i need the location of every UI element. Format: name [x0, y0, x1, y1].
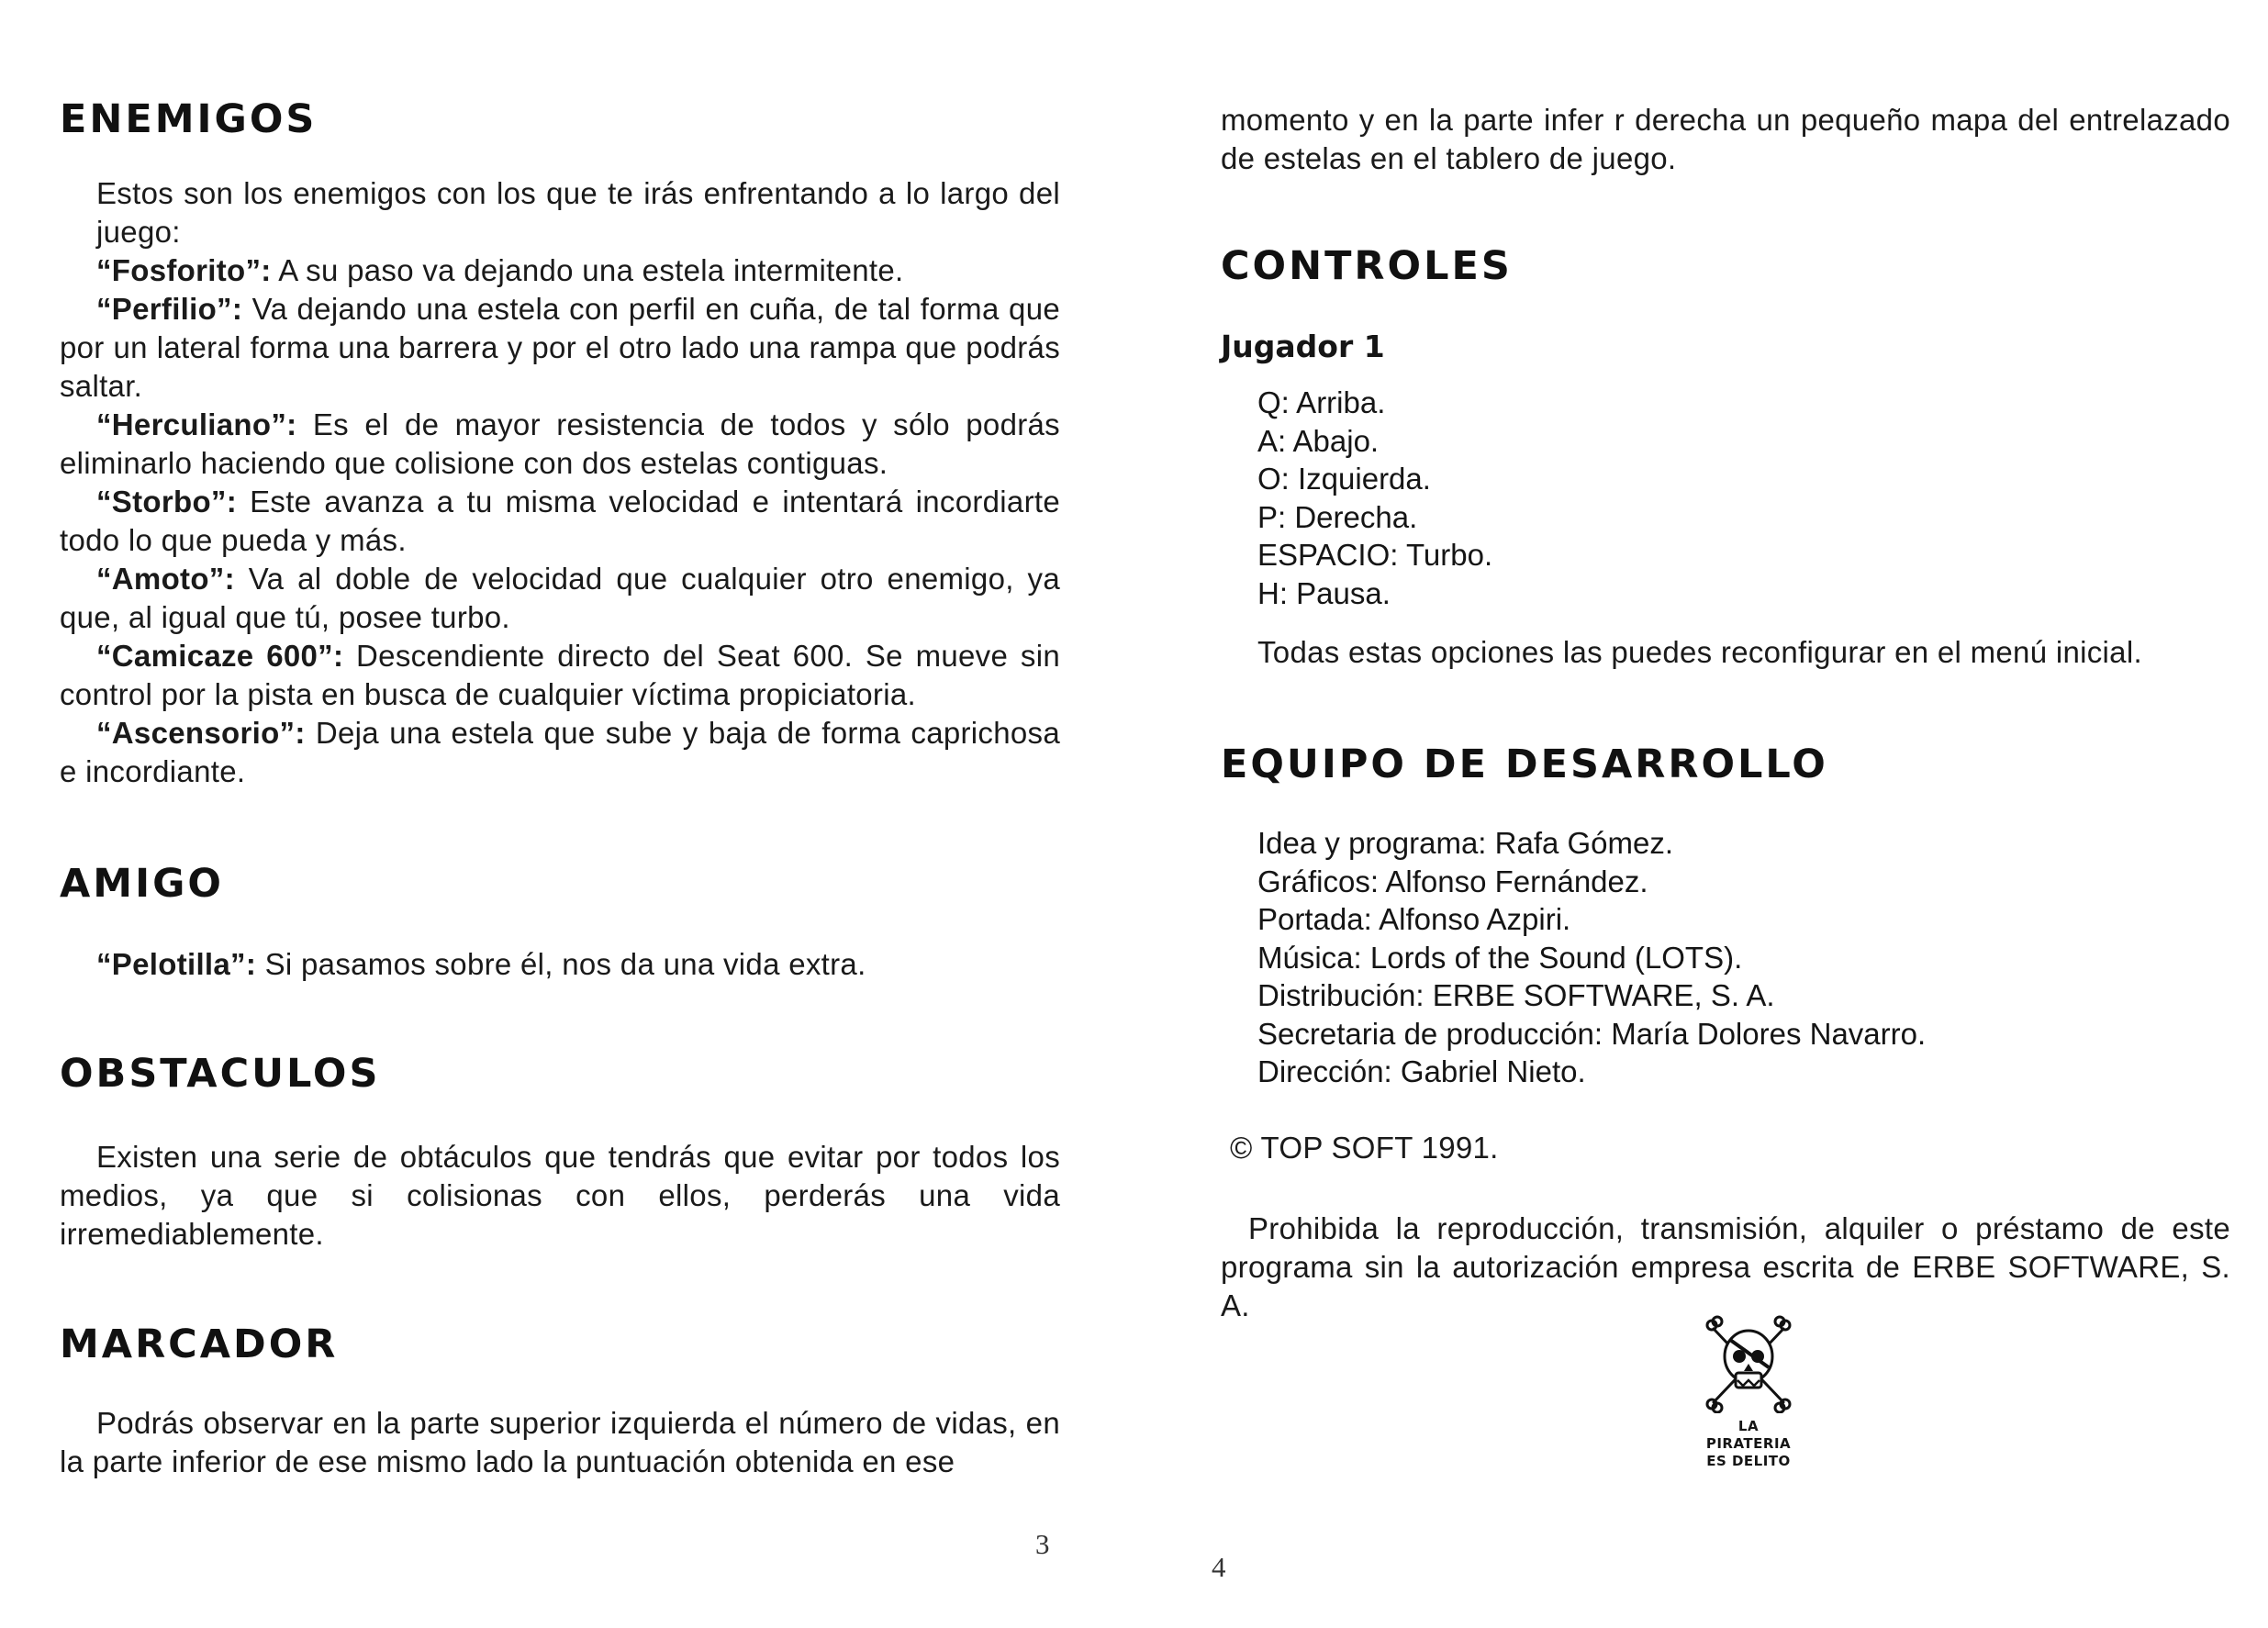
obstaculos-text: Existen una serie de obtáculos que tendrás que evitar por todos los medios, ya que si colisionas con ellos, perderás una vida irremediablemente. — [60, 1140, 1060, 1251]
enemy-description: Este avanza a tu misma velocidad e intentará incordiarte todo lo que pueda y más. — [60, 485, 1060, 557]
enemigos-heading: ENEMIGOS — [60, 96, 318, 142]
credit-item: Dirección: Gabriel Nieto. — [1257, 1054, 1586, 1088]
control-key-item: H: Pausa. — [1257, 575, 1391, 610]
piracy-logo — [1698, 1312, 1799, 1470]
marcador-text: Podrás observar en la parte superior izquierda el número de vidas, en la parte inferior de ese mismo lado la puntuación obtenida en ese — [60, 1406, 1060, 1478]
equipo-heading: EQUIPO DE DESARROLLO — [1221, 742, 1828, 787]
credit-item: Distribución: ERBE SOFTWARE, S. A. — [1257, 978, 1775, 1012]
enemigos-section — [60, 174, 1060, 791]
credit-item: Música: Lords of the Sound (LOTS). — [1257, 940, 1743, 975]
skull-crossbones-icon — [1703, 1312, 1794, 1413]
control-key-item: P: Derecha. — [1257, 499, 1418, 534]
logo-text-pirateria: PIRATERIA — [1705, 1435, 1792, 1452]
enemy-item — [60, 406, 1060, 483]
logo-text-la: LA — [1737, 1418, 1760, 1434]
enemy-description: Va dejando una estela con perfil en cuña, de tal forma que por un lateral forma una barrera y por el otro lado una rampa que podrás saltar. — [60, 292, 1060, 403]
controles-heading: CONTROLES — [1221, 243, 1513, 289]
enemy-description: Va al doble de velocidad que cualquier otro enemigo, ya que, al igual que tú, posee turbo. — [60, 562, 1060, 634]
enemy-item — [60, 251, 1060, 290]
marcador-heading: MARCADOR — [60, 1321, 339, 1367]
enemy-name: “Storbo”: — [96, 485, 238, 519]
enemy-name: “Perfilio”: — [96, 292, 243, 326]
control-key-item: ESPACIO: Turbo. — [1257, 538, 1493, 572]
credit-item: Idea y programa: Rafa Gómez. — [1257, 826, 1674, 860]
legal-notice: Prohibida la reproducción, transmisión, alquiler o préstamo de este programa sin la autorización empresa escrita de ERBE SOFTWARE, S. A. — [1221, 1211, 2230, 1322]
enemy-item — [60, 290, 1060, 406]
obstaculos-heading: OBSTACULOS — [60, 1051, 381, 1097]
enemy-description: Es el de mayor resistencia de todos y sólo podrás eliminarlo haciendo que colisione con dos estelas contiguas. — [60, 407, 1060, 480]
amigo-heading: AMIGO — [60, 861, 224, 907]
enemy-item — [60, 483, 1060, 560]
enemy-name: “Herculiano”: — [96, 407, 297, 441]
enemy-name: “Ascensorio”: — [96, 716, 306, 750]
marcador-continuation: momento y en la parte infer r derecha un pequeño mapa del entrelazado de estelas en el tablero de juego. — [1221, 103, 2230, 175]
enemy-item — [60, 637, 1060, 714]
credit-item: Gráficos: Alfonso Fernández. — [1257, 864, 1648, 898]
enemy-item — [60, 560, 1060, 637]
credit-item: Portada: Alfonso Azpiri. — [1257, 902, 1571, 936]
controls-list — [1257, 384, 1492, 612]
enemy-item — [60, 714, 1060, 791]
jugador-subheading: Jugador 1 — [1221, 329, 1385, 364]
enemy-description: Deja una estela que sube y baja de forma caprichosa e incordiante. — [60, 716, 1060, 788]
page-number-right: 4 — [1212, 1551, 1226, 1583]
controls-note: Todas estas opciones las puedes reconfigurar en el menú inicial. — [1257, 635, 2142, 669]
credit-item: Secretaria de producción: María Dolores Navarro. — [1257, 1016, 1927, 1051]
control-key-item: O: Izquierda. — [1257, 462, 1431, 496]
friend-name: “Pelotilla”: — [96, 947, 257, 981]
friend-description: Si pasamos sobre él, nos da una vida extra. — [256, 947, 866, 981]
enemy-name: “Camicaze 600”: — [96, 639, 344, 673]
enemy-name: “Amoto”: — [96, 562, 235, 596]
amigo-text — [60, 945, 1097, 984]
enemy-description: A su paso va dejando una estela intermitente. — [271, 253, 904, 287]
control-key-item: Q: Arriba. — [1257, 385, 1386, 419]
copyright-line: © TOP SOFT 1991. — [1230, 1131, 1499, 1165]
enemigos-intro: Estos son los enemigos con los que te irás enfrentando a lo largo del juego: — [96, 176, 1060, 249]
logo-text-es-delito: ES DELITO — [1706, 1453, 1791, 1469]
enemy-description: Descendiente directo del Seat 600. Se mueve sin control por la pista en busca de cualquier víctima propiciatoria. — [60, 639, 1060, 711]
enemy-name: “Fosforito”: — [96, 253, 272, 287]
control-key-item: A: Abajo. — [1257, 423, 1380, 458]
credits-list — [1257, 824, 1926, 1091]
enemy-list — [60, 251, 1060, 791]
page-number-left: 3 — [1035, 1528, 1050, 1560]
